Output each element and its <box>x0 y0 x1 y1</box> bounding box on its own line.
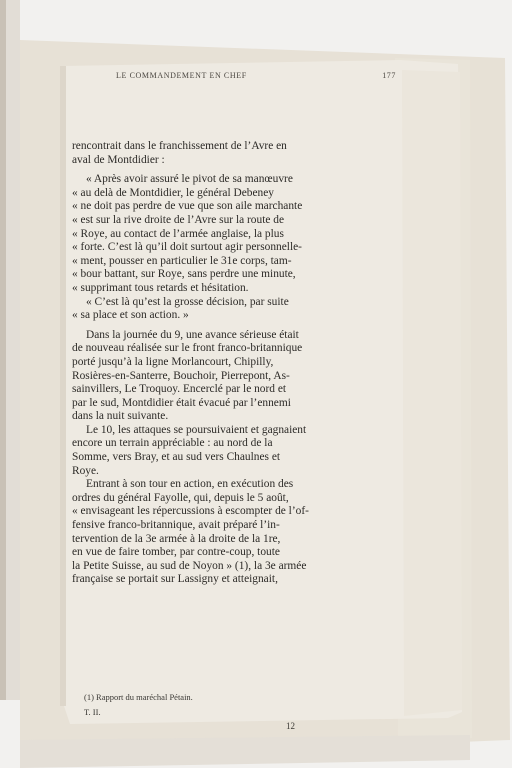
text-line: « supprimant tous retards et hésitation. <box>72 281 249 294</box>
text-line: « au delà de Montdidier, le général Debeney <box>72 186 274 199</box>
text-line: Le 10, les attaques se poursuivaient et gagnaient <box>86 423 307 436</box>
text-line: fensive franco-britannique, avait préparé l’in- <box>72 519 280 532</box>
text-line: « Roye, au contact de l’armée anglaise, la plus <box>72 227 284 240</box>
text-line: « bour battant, sur Roye, sans perdre une minute, <box>72 268 296 281</box>
text-line: « envisageant les répercussions à escompter de l’of- <box>72 505 309 518</box>
text-line: porté jusqu’à la ligne Morlancourt, Chipilly, <box>72 355 274 368</box>
text-line: de nouveau réalisée sur le front franco-britannique <box>72 342 303 355</box>
text-line: la Petite Suisse, au sud de Noyon » (1), la 3e armée <box>72 559 307 572</box>
text-line: « Après avoir assuré le pivot de sa manœuvre <box>86 173 293 186</box>
text-line: aval de Montdidier : <box>72 153 165 166</box>
text-line: « est sur la rive droite de l’Avre sur la route de <box>72 213 285 226</box>
text-line: « C’est là qu’est la grosse décision, par suite <box>86 295 289 308</box>
text-line: Dans la journée du 9, une avance sérieuse était <box>86 328 299 341</box>
text-line: française se portait sur Lassigny et atteignait, <box>72 573 278 586</box>
signature-mark: T. II. <box>84 707 101 717</box>
text-line: « ment, pousser en particulier le 31e corps, tam- <box>72 254 292 267</box>
text-line: rencontrait dans le franchissement de l’Avre en <box>72 140 287 152</box>
running-header-title: LE COMMANDEMENT EN CHEF <box>116 71 247 80</box>
text-line: dans la nuit suivante. <box>72 410 169 423</box>
text-line: par le sud, Montdidier était évacué par l’ennemi <box>72 396 291 409</box>
text-line: « ne doit pas perdre de vue que son aile marchante <box>72 200 303 213</box>
signature-number: 12 <box>286 721 295 731</box>
running-header-page-number: 177 <box>382 71 396 80</box>
text-line: « sa place et son action. » <box>72 309 189 322</box>
text-line: encore un terrain appréciable : au nord de la <box>72 437 273 450</box>
text-line: tervention de la 3e armée à la droite de la 1re, <box>72 532 281 545</box>
body-text <box>72 140 406 587</box>
text-line: en vue de faire tomber, par contre-coup, toute <box>72 546 280 559</box>
text-line: sainvillers, Le Troquoy. Encerclé par le nord et <box>72 383 287 396</box>
text-line: ordres du général Fayolle, qui, depuis le 5 août, <box>72 491 289 504</box>
text-line: Entrant à son tour en action, en exécution des <box>86 478 294 491</box>
text-line: Rosières-en-Santerre, Bouchoir, Pierrepont, As- <box>72 369 290 382</box>
footnote: (1) Rapport du maréchal Pétain. <box>84 692 193 702</box>
text-line: Somme, vers Bray, et au sud vers Chaulnes et <box>72 451 281 464</box>
text-line: « forte. C’est là qu’il doit surtout agir personnelle- <box>72 241 302 254</box>
running-header <box>116 71 396 80</box>
text-line: Roye. <box>72 464 99 477</box>
